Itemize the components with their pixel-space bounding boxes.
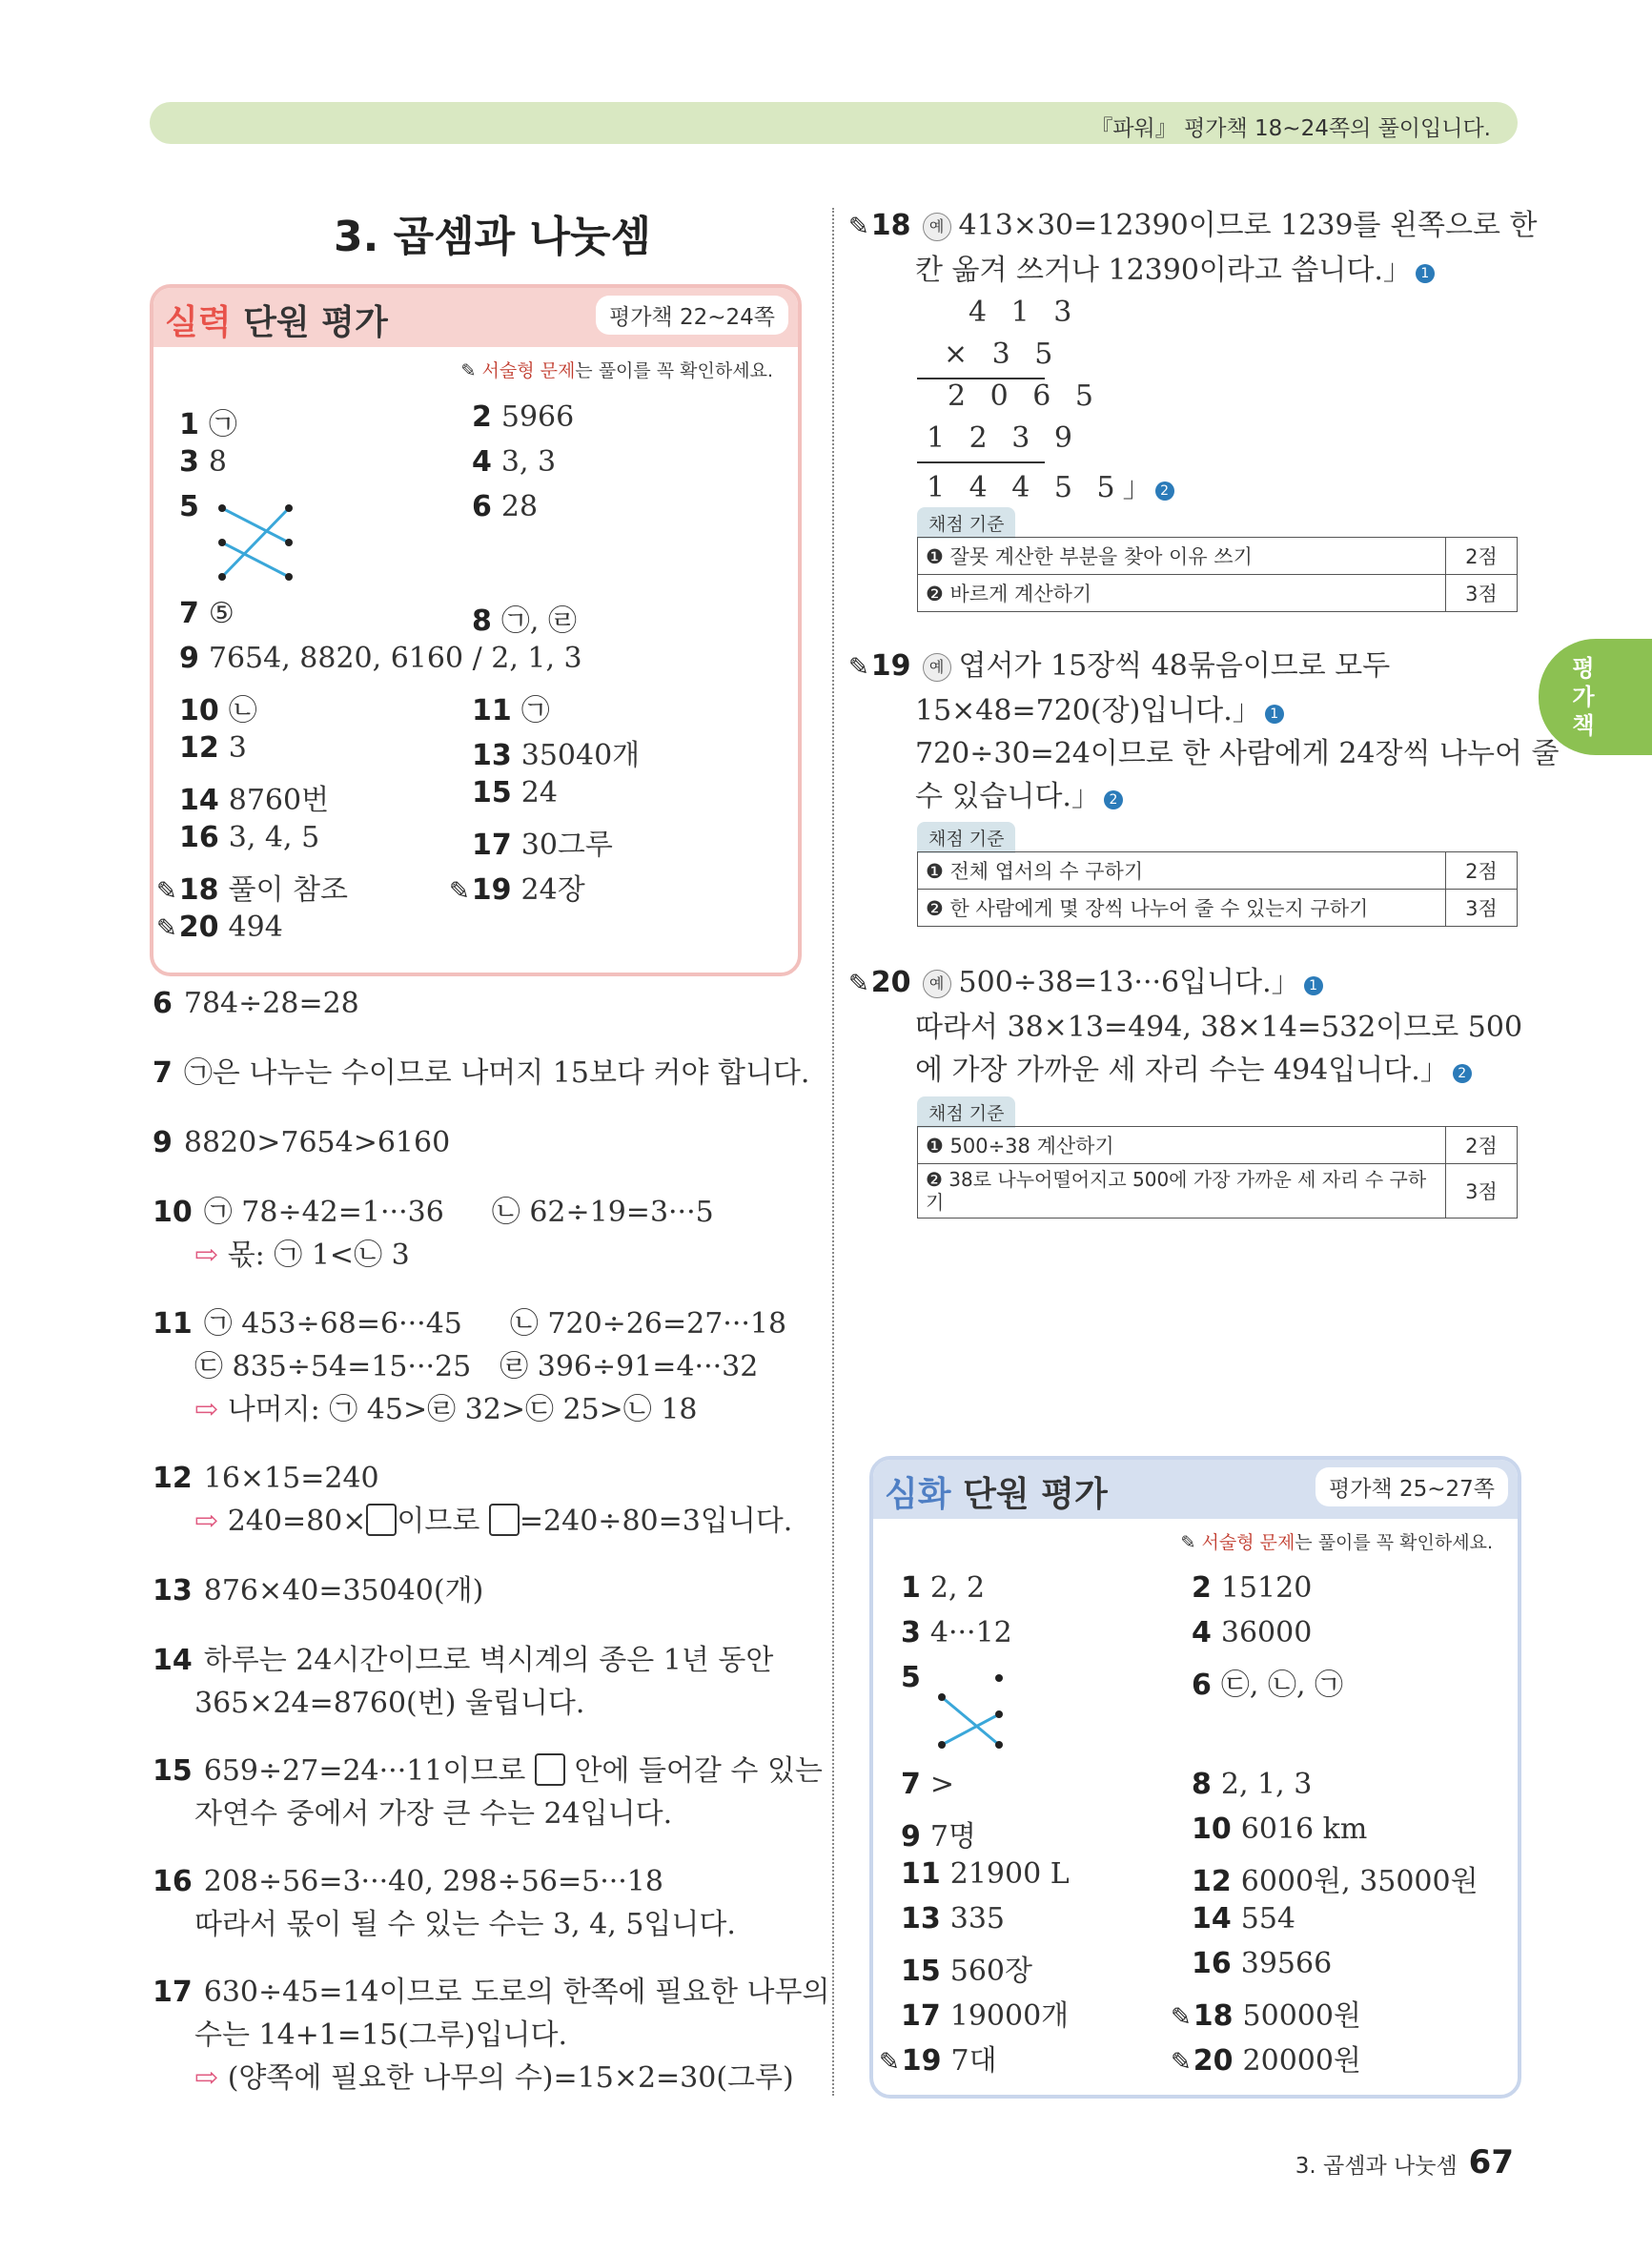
answer-item: 2 15120: [1192, 1571, 1313, 1605]
matching-diagram: [214, 501, 300, 582]
box-header: [153, 288, 798, 347]
answer-item: 4 36000: [1192, 1616, 1313, 1649]
footer-section: 3. 곱셈과 나눗셈: [1295, 2154, 1458, 2179]
answer-item: 4 3, 3: [472, 445, 557, 479]
box-title-rest: 단원 평가: [231, 303, 388, 342]
answer-item: 6 ㉢, ㉡, ㉠: [1192, 1669, 1344, 1702]
box-note: [1181, 1528, 1493, 1554]
box-pages: 평가책 25~27쪽: [1315, 1467, 1508, 1506]
answer-item: 13 335: [901, 1902, 1006, 1936]
answer-item: 3 4···12: [901, 1616, 1012, 1649]
mult-row: 2 0 6 5: [948, 379, 1101, 413]
answer-item: 12 3: [179, 731, 247, 765]
pencil-icon: ✎: [848, 653, 869, 682]
step-2-icon: 2: [1155, 481, 1174, 501]
note-rest: 는 풀이를 꼭 확인하세요.: [575, 360, 773, 381]
criteria-row: ❷ 한 사람에게 몇 장씩 나누어 줄 수 있는지 구하기 3점: [918, 890, 1518, 927]
answer-item: 15 560장: [901, 1955, 1032, 1988]
criteria-label: 채점 기준: [917, 1096, 1015, 1128]
arrow-icon: ⇨: [194, 1239, 219, 1272]
unit-title: 3. 곱셈과 나눗셈: [334, 213, 651, 261]
matching-diagram: [934, 1669, 1010, 1754]
answer-item: 7 ⑤: [179, 597, 235, 630]
solution-13: 13 876×40=35040(개): [153, 1574, 484, 1608]
note-rest: 는 풀이를 꼭 확인하세요.: [1295, 1532, 1493, 1553]
solution-16: 16 208÷56=3···40, 298÷56=5···18 따라서 몫이 될 수 있는 수는 3, 4, 5입니다.: [153, 1865, 736, 1941]
blank-box: [366, 1504, 397, 1536]
answer-item: 14 554: [1192, 1902, 1296, 1936]
step-2-icon: 2: [1104, 790, 1123, 809]
box-pages: 평가책 22~24쪽: [596, 296, 788, 335]
answer-item: ✎19 24장: [449, 873, 585, 907]
answer-item: 12 6000원, 35000원: [1192, 1865, 1479, 1898]
blank-box: [535, 1753, 565, 1786]
arrow-icon: ⇨: [194, 1393, 219, 1426]
answer-item: 6 28: [472, 490, 539, 523]
criteria-row: ❷ 38로 나누어떨어지고 500에 가장 가까운 세 자리 수 구하기 3점: [918, 1164, 1518, 1219]
solution-7: 7 ㉠은 나누는 수이므로 나머지 15보다 커야 합니다.: [153, 1056, 810, 1090]
pencil-icon: ✎: [1180, 1532, 1196, 1553]
answer-item: 11 21900 L: [901, 1857, 1070, 1891]
pencil-icon: ✎: [1171, 2003, 1192, 2032]
box-title: [165, 296, 388, 344]
box-header: [873, 1460, 1518, 1519]
criteria-row: ❷ 바르게 계산하기 3점: [918, 575, 1518, 612]
pencil-icon: ✎: [848, 970, 869, 998]
solution-9: 9 8820>7654>6160: [153, 1126, 451, 1159]
criteria-row: ❶ 전체 엽서의 수 구하기 2점: [918, 852, 1518, 890]
box-note: [461, 357, 773, 382]
step-1-icon: 1: [1265, 705, 1284, 724]
answer-item: 9 7명: [901, 1820, 976, 1854]
header-banner: [150, 102, 1518, 144]
answer-item: 3 8: [179, 445, 227, 479]
page-number: 67: [1468, 2143, 1514, 2181]
criteria-row: ❶ 500÷38 계산하기 2점: [918, 1127, 1518, 1164]
solution-6: 6 784÷28=28: [153, 987, 359, 1020]
pencil-icon: ✎: [879, 2048, 900, 2077]
side-tab-char: 평: [1572, 655, 1595, 682]
page-footer: [1295, 2143, 1514, 2181]
criteria-label: 채점 기준: [917, 822, 1015, 853]
solution-15: 15 659÷27=24···11이므로 안에 들어갈 수 있는 자연수 중에서 가장 큰 수는 24입니다.: [153, 1754, 823, 1831]
example-icon: 예: [923, 653, 951, 682]
note-red: 서술형 문제: [481, 360, 576, 381]
box-title-rest: 단원 평가: [950, 1475, 1108, 1514]
pencil-icon: ✎: [156, 877, 177, 906]
side-tab-char: 책: [1572, 712, 1595, 739]
arrow-icon: ⇨: [194, 2061, 219, 2095]
answer-item: ✎18 50000원: [1171, 1999, 1361, 2033]
mult-row: × 3 5: [944, 338, 1061, 371]
answer-item: ✎18 풀이 참조: [156, 873, 349, 907]
pencil-icon: ✎: [848, 213, 869, 241]
arrow-icon: ⇨: [194, 1505, 219, 1538]
answer-item: ✎20 20000원: [1171, 2044, 1361, 2078]
answer-item: 10 ㉡: [179, 694, 257, 727]
blank-box: [489, 1504, 520, 1536]
answer-item: 8 2, 1, 3: [1192, 1768, 1313, 1801]
answer-item: 17 19000개: [901, 1999, 1070, 2033]
mult-row: 4 1 3: [969, 296, 1080, 329]
solution-17: 17 630÷45=14이므로 도로의 한쪽에 필요한 나무의 수는 14+1=15(그루)입니다. ⇨ (양쪽에 필요한 나무의 수)=15×2=30(그루): [153, 1976, 830, 2095]
mult-row: 1 2 3 9: [927, 421, 1080, 455]
column-divider: [832, 208, 834, 2096]
step-2-icon: 2: [1453, 1064, 1472, 1083]
criteria-label: 채점 기준: [917, 507, 1015, 539]
answer-item: 5: [179, 490, 199, 523]
answer-item: 13 35040개: [472, 739, 641, 772]
pencil-icon: ✎: [449, 877, 470, 906]
solution-18: ✎18 예 413×30=12390이므로 1239를 왼쪽으로 한 칸 옮겨 쓰거나 12390이라고 씁니다.」 1: [848, 209, 1538, 287]
solution-20: ✎20 예 500÷38=13···6입니다.」 1 따라서 38×13=494, 38×14=532이므로 500 에 가장 가까운 세 자리 수는 494입니다.」 2: [848, 966, 1523, 1087]
box-title: [885, 1467, 1108, 1516]
answer-item: 15 24: [472, 776, 558, 809]
answer-item: 16 39566: [1192, 1947, 1333, 1980]
step-1-icon: 1: [1304, 976, 1323, 995]
answer-item: 16 3, 4, 5: [179, 821, 320, 854]
criteria-table: [917, 537, 1518, 612]
note-red: 서술형 문제: [1201, 1532, 1295, 1553]
criteria-table: [917, 1126, 1518, 1219]
answer-item: ✎20 494: [156, 911, 283, 944]
pencil-icon: ✎: [460, 360, 477, 381]
answer-item: 10 6016 km: [1192, 1813, 1368, 1846]
solution-19: ✎19 예 엽서가 15장씩 48묶음이므로 모두 15×48=720(장)입니다.」 1 720÷30=24이므로 한 사람에게 24장씩 나누어 줄 수 있습니다.」 2: [848, 649, 1560, 813]
solution-11: 11 ㉠ 453÷68=6···45 ㉡ 720÷26=27···18 ㉢ 835÷54=15···25 ㉣ 396÷91=4···32 ⇨ 나머지: ㉠ 45>㉣ 32>㉢ 25>㉡ 18: [153, 1307, 787, 1426]
side-tab-char: 가: [1572, 684, 1595, 710]
banner-text: 『파워』 평가책 18~24쪽의 풀이입니다.: [1091, 116, 1491, 141]
solution-14: 14 하루는 24시간이므로 벽시계의 종은 1년 동안 365×24=8760(번) 울립니다.: [153, 1644, 774, 1720]
box-title-highlight: 실력: [165, 303, 232, 342]
mult-row: 1 4 4 5 5」 2: [927, 463, 1174, 505]
answer-item: 8 ㉠, ㉣: [472, 604, 577, 638]
answer-item: 11 ㉠: [472, 694, 550, 727]
solution-12: 12 16×15=240 ⇨ 240=80× 이므로 =240÷80=3입니다.: [153, 1462, 793, 1538]
answer-item: 2 5966: [472, 400, 575, 434]
answer-item: 1 2, 2: [901, 1571, 986, 1605]
pencil-icon: ✎: [1171, 2048, 1192, 2077]
answer-item: 1 ㉠: [179, 408, 237, 441]
example-icon: 예: [923, 970, 951, 998]
criteria-row: ❶ 잘못 계산한 부분을 찾아 이유 쓰기 2점: [918, 538, 1518, 575]
box-title-highlight: 심화: [885, 1475, 951, 1514]
answer-item: 7 >: [901, 1768, 955, 1801]
answer-item: 14 8760번: [179, 784, 330, 817]
pencil-icon: ✎: [156, 914, 177, 943]
answer-item: ✎19 7대: [879, 2044, 997, 2078]
answer-item: 5: [901, 1661, 921, 1694]
step-1-icon: 1: [1416, 264, 1435, 283]
answer-item: 9 7654, 8820, 6160 / 2, 1, 3: [179, 642, 582, 675]
answer-item: 17 30그루: [472, 829, 613, 862]
example-icon: 예: [923, 213, 951, 241]
solution-10: 10 ㉠ 78÷42=1···36 ㉡ 62÷19=3···5 ⇨ 몫: ㉠ 1<㉡ 3: [153, 1196, 714, 1272]
criteria-table: [917, 851, 1518, 927]
